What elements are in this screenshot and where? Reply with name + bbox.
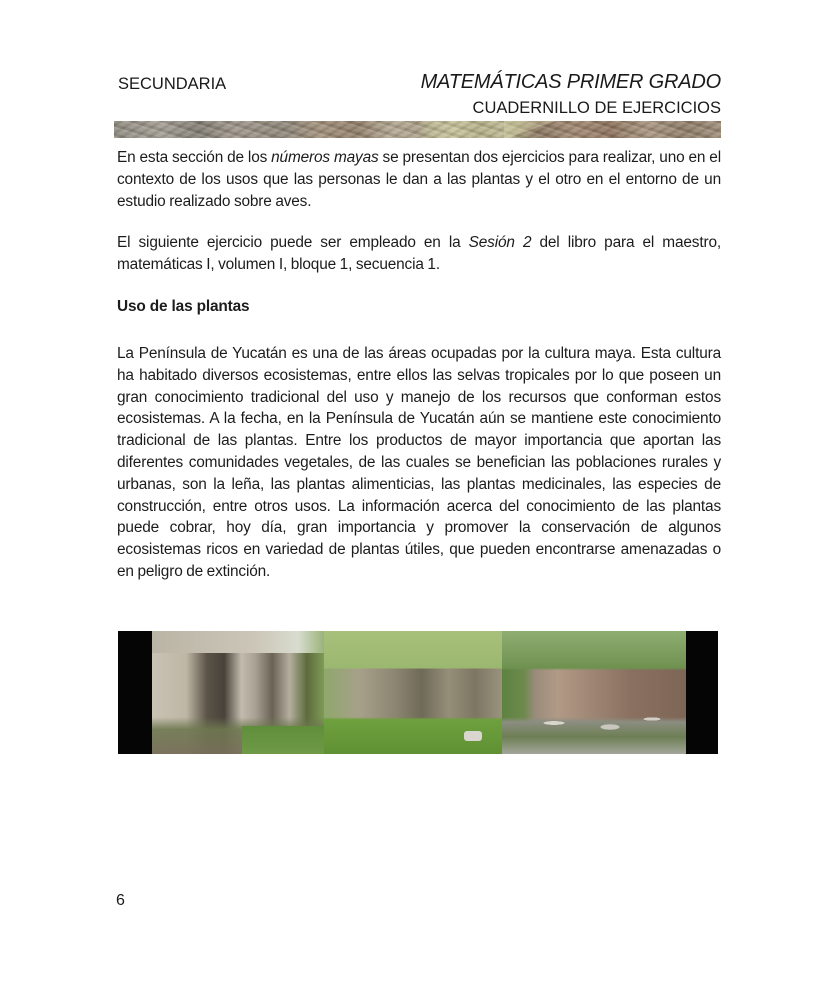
photo-long-building (324, 631, 502, 754)
header-stone-banner (114, 121, 721, 138)
photo-overgrown-ruins (502, 631, 686, 754)
text-run: El siguiente ejercicio puede ser empleado en la (117, 234, 469, 251)
text-run: se presentan dos ejercicios para realizar, uno en el contexto de los usos que las personas le dan a las plantas y el otro en el entorno de un estudio realizado sobre aves. (117, 149, 721, 210)
header-subtitle: CUADERNILLO DE EJERCICIOS (472, 99, 721, 117)
header-title: MATEMÁTICAS PRIMER GRADO (420, 71, 721, 93)
maya-ruins-photo-strip (118, 631, 718, 754)
section-heading: Uso de las plantas (117, 298, 250, 315)
photo-colonnade (152, 631, 324, 754)
emphasis-numeros-mayas: números mayas (271, 149, 379, 166)
text-run: En esta sección de los (117, 149, 272, 166)
section-paragraph: La Península de Yucatán es una de las áreas ocupadas por la cultura maya. Esta cultura ha habitado diversos ecosistemas, entre ellos las selvas tropicales por lo que poseen un gran conocimiento tradicional del uso y manejo de los recursos que conforman estos ecosistemas. A la fecha, en la Península de Yucatán aún se mantiene este conocimiento tradicional de las plantas. Entre los productos de mayor importancia que aportan las diferentes comunidades vegetales, de las cuales se benefician las poblaciones rurales y urbanas, son la leña, las plantas alimenticias, las plantas medicinales, las especies de construcción, entre otros usos. La información acerca del conocimiento de las plantas puede cobrar, hoy día, gran importancia y promover la conservación de algunos ecosistemas ricos en variedad de plantas útiles, que pueden encontrarse amenazadas o en peligro de extinción. (117, 345, 721, 580)
emphasis-sesion-2: Sesión 2 (468, 234, 532, 251)
intro-paragraph-2 (117, 232, 721, 276)
header-level: SECUNDARIA (118, 75, 227, 93)
intro-paragraph-1 (117, 147, 721, 212)
page-number: 6 (116, 892, 125, 909)
text-run: del libro para el maestro, matemáticas I, volumen I, bloque 1, secuencia 1. (117, 234, 721, 273)
